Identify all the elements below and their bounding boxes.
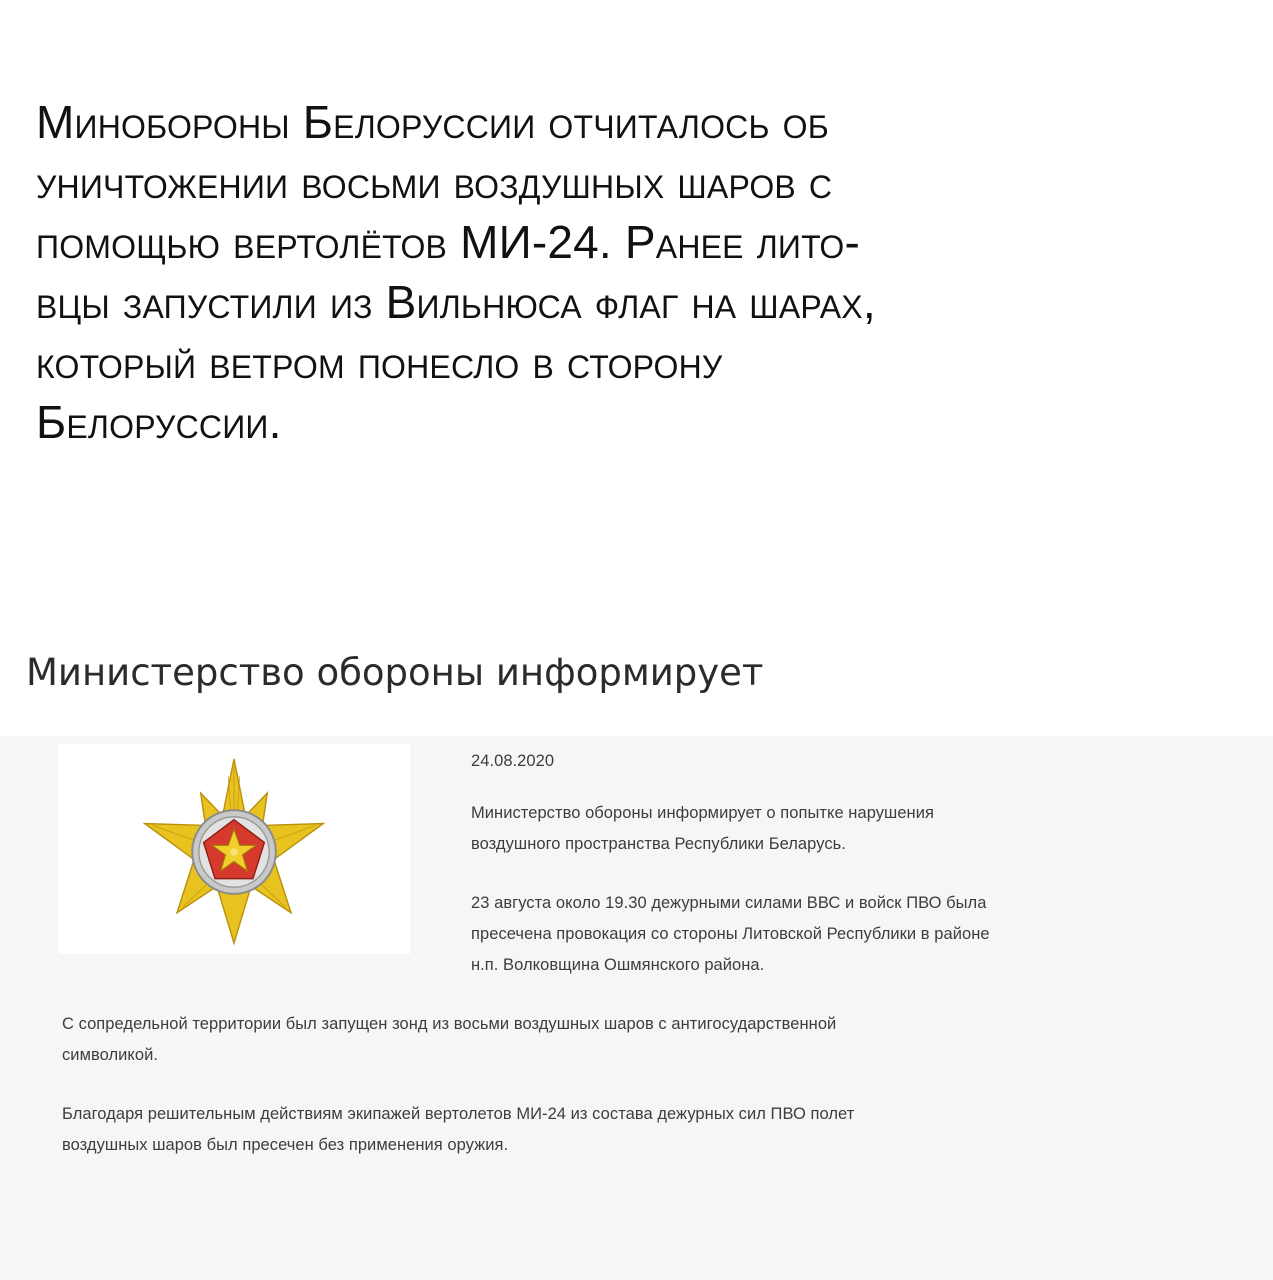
news-panel <box>0 736 1273 1280</box>
news-date: 24.08.2020 <box>471 752 555 770</box>
headline-line: который ветром понесло в сторону <box>36 336 723 388</box>
news-line: С сопредельной территории был запущен зонд из восьми воздушных шаров с антигосударственной <box>62 1015 837 1033</box>
news-paragraph <box>471 888 990 981</box>
headline-line: уничтожении восьми воздушных шаров с <box>36 156 833 208</box>
ministry-of-defense-star-emblem-icon <box>139 757 329 947</box>
news-line: Благодаря решительным действиям экипажей вертолетов МИ-24 из состава дежурных сил ПВО полет <box>62 1105 855 1123</box>
headline-line: Минобороны Белоруссии отчиталось об <box>36 96 829 148</box>
news-line: 23 августа около 19.30 дежурными силами ВВС и войск ПВО была <box>471 894 987 912</box>
headline-line: Белоруссии. <box>36 396 282 448</box>
news-paragraph <box>62 1099 854 1161</box>
section-title: Министерство обороны информирует <box>26 651 764 694</box>
news-line: пресечена провокация со стороны Литовской Республики в районе <box>471 925 990 943</box>
news-line: воздушного пространства Республики Беларусь. <box>471 835 846 853</box>
news-paragraph <box>471 798 934 860</box>
news-line: воздушных шаров был пресечен без применения оружия. <box>62 1136 509 1154</box>
news-line: н.п. Волковщина Ошмянского района. <box>471 956 765 974</box>
headline-line: помощью вертолётов МИ-24. Ранее лито- <box>36 216 861 268</box>
headline <box>36 92 1246 452</box>
news-line: Министерство обороны информирует о попытке нарушения <box>471 804 934 822</box>
news-line: символикой. <box>62 1046 158 1064</box>
headline-line: вцы запустили из Вильнюса флаг на шарах, <box>36 276 876 328</box>
news-paragraph <box>62 1009 836 1071</box>
emblem-card <box>58 744 410 954</box>
